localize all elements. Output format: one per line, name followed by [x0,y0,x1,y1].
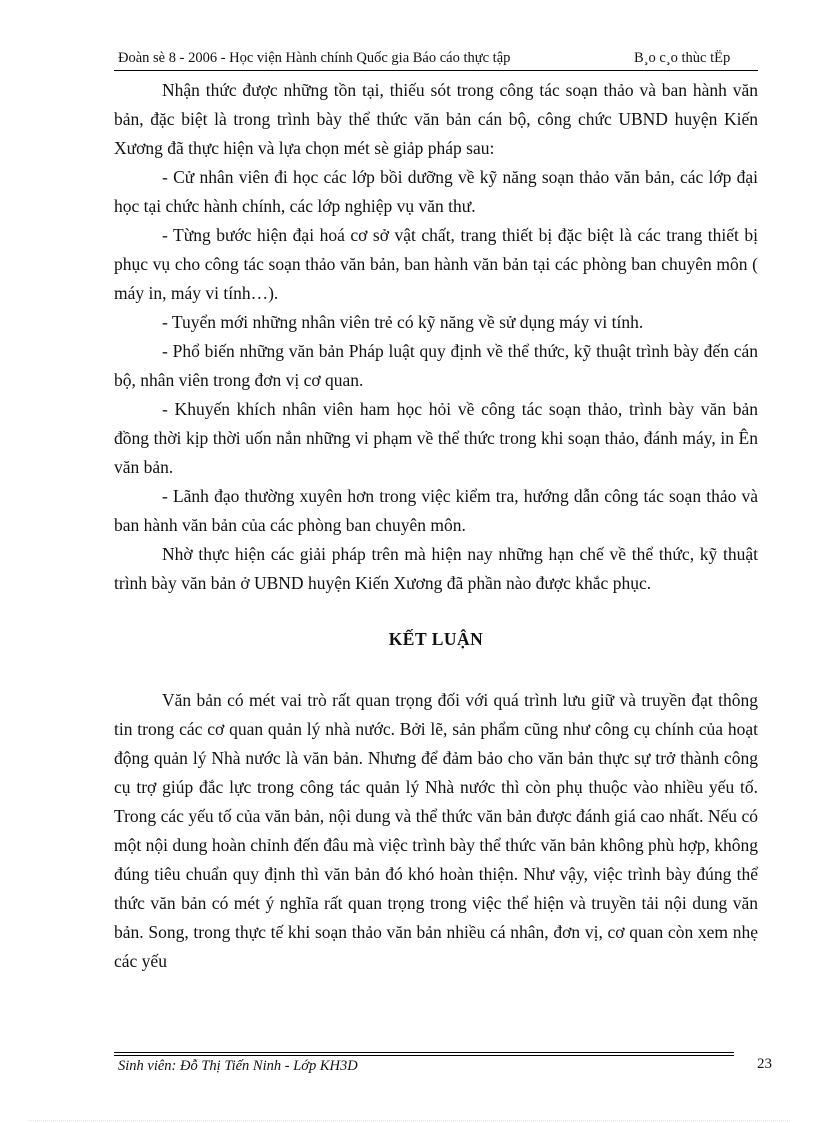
list-item-recruit: - Tuyển mới những nhân viên trẻ có kỹ năng về sử dụng máy vi tính. [162,312,644,332]
page-edge [28,1120,790,1121]
footer-student-info: Sinh viên: Đỗ Thị Tiến Ninh - Lớp KH3D [118,1058,358,1074]
list-item-encourage: - Khuyến khích nhân viên ham học hỏi về công tác soạn thảo, trình bày văn bản đồng thời kịp thời uốn nắn những vi phạm về thể thức trong khi soạn thảo, đánh máy, in Ên văn bản. [114,399,758,477]
list-item-leadership: - Lãnh đạo thường xuyên hơn trong việc kiểm tra, hướng dẫn công tác soạn thảo và ban hành văn bản của các phòng ban chuyên môn. [114,486,758,535]
header-left-text: Đoàn sè 8 - 2006 - Học viện Hành chính Quốc gia Báo cáo thực tập [118,50,511,66]
list-item-disseminate: - Phổ biến những văn bản Pháp luật quy định về thể thức, kỹ thuật trình bày đến cán bộ, nhân viên trong đơn vị cơ quan. [114,341,758,390]
paragraph-result: Nhờ thực hiện các giải pháp trên mà hiện nay những hạn chế về thể thức, kỹ thuật trình bày văn bản ở UBND huyện Kiến Xương đã phần nào được khắc phục. [114,544,758,593]
header-right-text: B¸o c¸o thùc tËp [634,50,731,66]
document-body [114,76,758,976]
list-item-training: - Cử nhân viên đi học các lớp bồi dưỡng về kỹ năng soạn thảo văn bản, các lớp đại học tại chức hành chính, các lớp nghiệp vụ văn thư. [114,167,758,216]
footer-rule-double [114,1055,734,1056]
footer-rule [114,1052,734,1053]
section-title: KẾT LUẬN [388,629,484,649]
paragraph-intro: Nhận thức được những tồn tại, thiếu sót trong công tác soạn thảo và ban hành văn bản, đặc biệt là trong trình bày thể thức văn bản cán bộ, công chức UBND huyện Kiến Xương đã thực hiện và lựa chọn mét sè giảp pháp sau: [114,80,758,158]
header-rule [114,70,758,71]
paragraph-conclusion: Văn bản có mét vai trò rất quan trọng đối với quá trình lưu giữ và truyền đạt thông tin trong các cơ quan quản lý nhà nước. Bởi lẽ, sản phẩm cũng như công cụ chính của hoạt động quản lý Nhà nước là văn bản. Nhưng để đảm bảo cho văn bản thực sự trở thành công cụ trợ giúp đắc lực trong công tác quản lý Nhà nước thì còn phụ thuộc vào nhiều yếu tố. Trong các yếu tố của văn bản, nội dung và thể thức văn bản được đánh giá cao nhất. Nếu có một nội dung hoàn chỉnh đến đâu mà việc trình bày thể thức văn bản không phù hợp, không đúng tiêu chuẩn quy định thì văn bản đó khó hoàn thiện. Như vậy, việc trình bày đúng thể thức văn bản có mét ý nghĩa rất quan trọng trong việc thể hiện và truyền tải nội dung văn bản. Song, trong thực tế khi soạn thảo văn bản nhiều cá nhân, đơn vị, cơ quan còn xem nhẹ các yếu [114,690,758,971]
page-number: 23 [757,1056,772,1072]
page-header [114,50,758,68]
list-item-modernize: - Từng bước hiện đại hoá cơ sở vật chất, trang thiết bị đặc biệt là các trang thiết bị phục vụ cho công tác soạn thảo văn bản, ban hành văn bản tại các phòng ban chuyên môn ( máy in, máy vi tính…). [114,225,758,303]
